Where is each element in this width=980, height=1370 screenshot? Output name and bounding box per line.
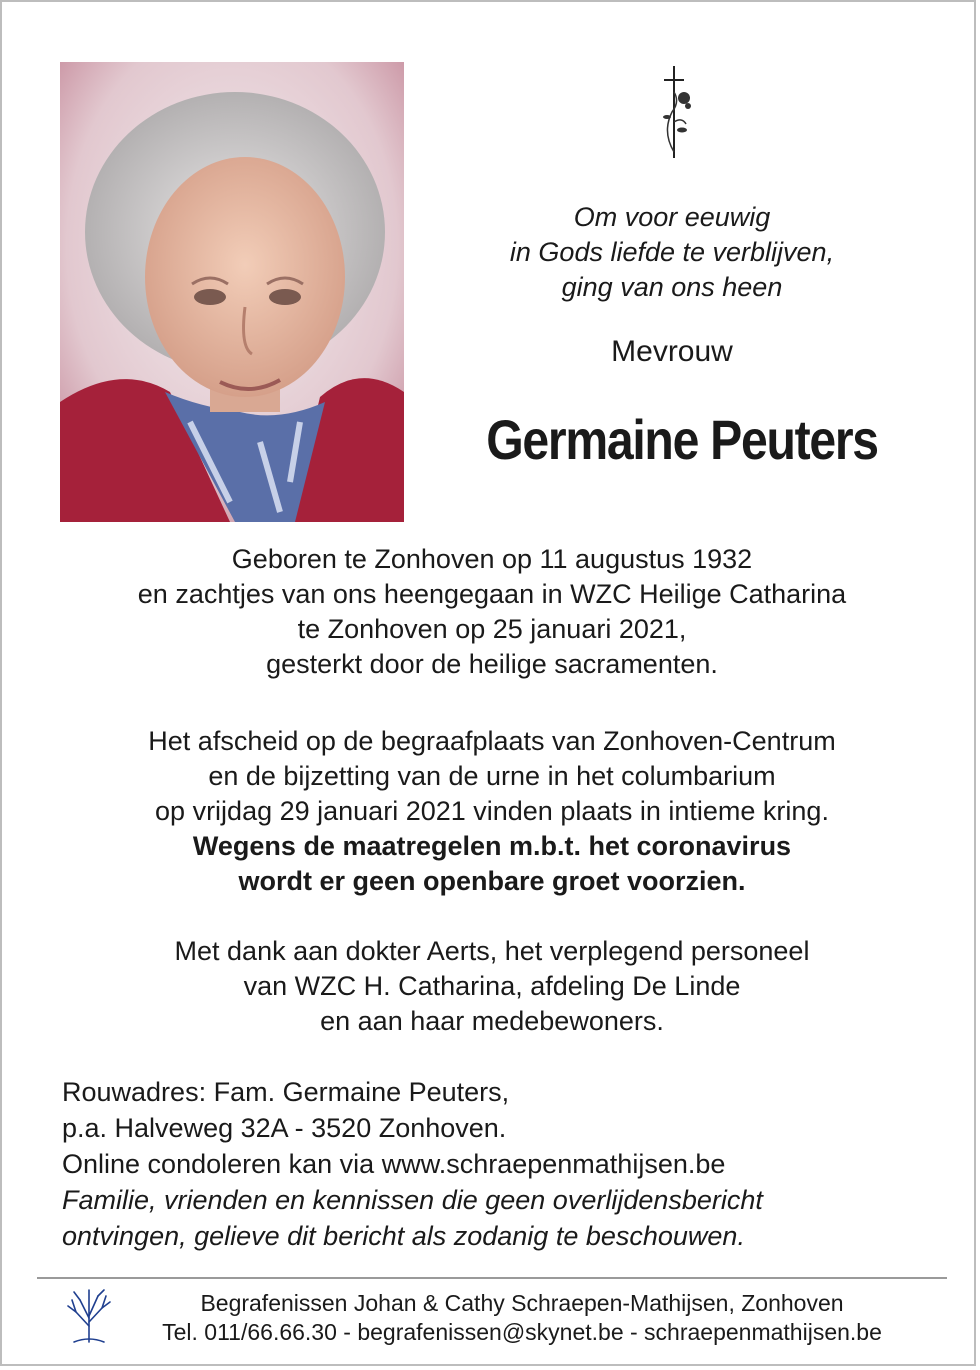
divider	[37, 1277, 947, 1279]
text-line: Geboren te Zonhoven op 11 augustus 1932	[231, 544, 753, 574]
covid-notice: wordt er geen openbare groet voorzien.	[238, 866, 746, 896]
deceased-name: Germaine Peuters	[486, 408, 878, 471]
funeral-home-footer	[112, 1289, 932, 1347]
birth-death-info	[42, 542, 942, 682]
farewell-info	[42, 724, 942, 899]
verse-line: ging van ons heen	[561, 272, 783, 302]
verse-line: in Gods liefde te verblijven,	[509, 237, 835, 267]
tree-icon	[64, 1286, 114, 1344]
portrait-image	[60, 62, 404, 522]
text-line: op vrijdag 29 januari 2021 vinden plaats in intieme kring.	[155, 796, 829, 826]
honorific: Mevrouw	[611, 335, 733, 368]
notice-note: ontvingen, gelieve dit bericht als zodanig te beschouwen.	[62, 1221, 745, 1251]
mourning-address: Rouwadres: Fam. Germaine Peuters,	[62, 1077, 510, 1107]
text-line: en zachtjes van ons heengegaan in WZC Heilige Catharina	[137, 579, 847, 609]
cross-with-rose-icon	[652, 62, 702, 162]
verse-line: Om voor eeuwig	[573, 202, 771, 232]
thanks	[42, 934, 942, 1039]
text-line: en de bijzetting van de urne in het columbarium	[208, 761, 776, 791]
covid-notice: Wegens de maatregelen m.b.t. het coronavirus	[192, 831, 792, 861]
text-line: Het afscheid op de begraafplaats van Zonhoven-Centrum	[148, 726, 836, 756]
mourning-address: p.a. Halveweg 32A - 3520 Zonhoven.	[62, 1113, 507, 1143]
contact-info	[62, 1074, 942, 1254]
notice-note: Familie, vrienden en kennissen die geen overlijdensbericht	[62, 1185, 763, 1215]
text-line: te Zonhoven op 25 januari 2021,	[297, 614, 687, 644]
text-line: gesterkt door de heilige sacramenten.	[266, 649, 718, 679]
online-condolence: Online condoleren kan via www.schraepenmathijsen.be	[62, 1149, 726, 1179]
text-line: Met dank aan dokter Aerts, het verplegend personeel	[174, 936, 810, 966]
funeral-home-name: Begrafenissen Johan & Cathy Schraepen-Mathijsen, Zonhoven	[200, 1290, 844, 1316]
text-line: van WZC H. Catharina, afdeling De Linde	[243, 971, 741, 1001]
text-line: en aan haar medebewoners.	[320, 1006, 664, 1036]
funeral-home-contact: Tel. 011/66.66.30 - begrafenissen@skynet.be - schraepenmathijsen.be	[162, 1319, 882, 1345]
verse	[442, 200, 902, 305]
portrait-photo	[60, 62, 404, 522]
